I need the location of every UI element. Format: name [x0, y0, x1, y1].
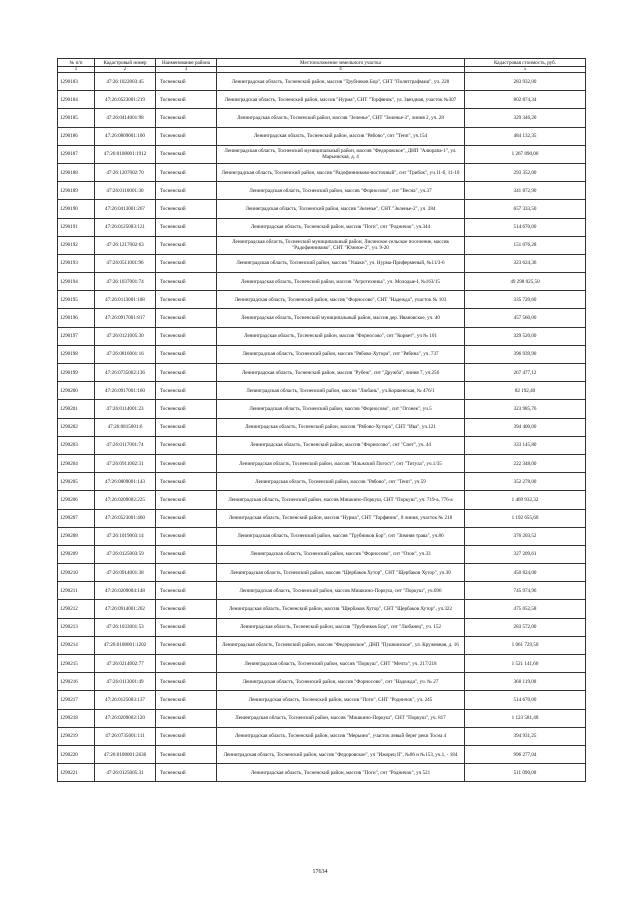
cadastral-number-cell: 47:26:1033001:53	[95, 618, 156, 636]
row-number-cell: 1290205	[58, 473, 95, 491]
district-cell: Тосненский	[156, 618, 217, 636]
cadastral-number-cell: 47:26:1037001:74	[95, 273, 156, 291]
table-row	[58, 127, 586, 145]
table-row	[58, 491, 586, 509]
location-cell: Ленинградская область, Тосненский район, массив "Рябово-Хутора", снт "Рябина", уч. 737	[217, 345, 465, 363]
location-cell: Ленинградская область, Тосненский район, массив "Рябово", снт "Тенп", уч.154	[217, 127, 465, 145]
district-cell: Тосненский	[156, 673, 217, 691]
table-row	[58, 600, 586, 618]
district-cell: Тосненский	[156, 764, 217, 782]
column-number: 4	[217, 67, 465, 73]
location-cell: Ленинградская область, Тосненский район, массив "Форносово", снт "Спет", уч. 44	[217, 436, 465, 454]
district-cell: Тосненский	[156, 127, 217, 145]
district-cell: Тосненский	[156, 436, 217, 454]
cadastral-number-cell: 47:26:0917001:817	[95, 309, 156, 327]
table-row	[58, 527, 586, 545]
row-number-cell: 1290216	[58, 673, 95, 691]
table-row	[58, 109, 586, 127]
cadastral-number-cell: 47:26:0117001:74	[95, 436, 156, 454]
cadastral-value-cell: 450 824,00	[465, 564, 586, 582]
cadastral-value-cell: 1 192 655,60	[465, 509, 586, 527]
table-row	[58, 200, 586, 218]
column-number: 2	[95, 67, 156, 73]
row-number-cell: 1290190	[58, 200, 95, 218]
cadastral-number-cell: 47:26:0914001:202	[95, 600, 156, 618]
cadastral-value-cell: 396 939,90	[465, 345, 586, 363]
location-cell: Ленинградская область, Тосненский муниципальный район, массив дер. Ивановское, уч. 40	[217, 309, 465, 327]
table-row	[58, 673, 586, 691]
district-cell: Тосненский	[156, 145, 217, 163]
cadastral-value-cell: 394 931,25	[465, 727, 586, 745]
cadastral-value-cell: 394 400,00	[465, 418, 586, 436]
cadastral-value-cell: 457 560,00	[465, 309, 586, 327]
cadastral-value-cell: 333 145,80	[465, 436, 586, 454]
cadastral-value-cell: 360 119,00	[465, 673, 586, 691]
district-cell: Тосненский	[156, 691, 217, 709]
row-number-cell: 1290185	[58, 109, 95, 127]
cadastral-value-cell: 1 267 890,00	[465, 145, 586, 163]
cadastral-value-cell: 293 352,00	[465, 163, 586, 181]
location-cell: Ленинградская область, Тосненский район, массив "Федоровское", ДНП "Пушкинское", ул. Кружевная, д. 16	[217, 636, 465, 654]
location-cell: Ленинградская область, Тосненский район, массив "Рябово-Хутора", СНТ "Ива", уч.121	[217, 418, 465, 436]
location-cell: Ленинградская область, Тосненский район, массив "Зеленье", СНТ "Зеленье-3", линия 2, уч. 28	[217, 109, 465, 127]
district-cell: Тосненский	[156, 655, 217, 673]
cadastral-value-cell: 49 298 025,50	[465, 273, 586, 291]
table-row	[58, 73, 586, 91]
header-cadastral-number: Кадастровый номер	[95, 59, 156, 67]
table-row	[58, 691, 586, 709]
cadastral-value-cell: 283 932,00	[465, 73, 586, 91]
row-number-cell: 1290204	[58, 454, 95, 472]
cadastral-value-cell: 329 346,20	[465, 109, 586, 127]
cadastral-value-cell: 341 872,90	[465, 182, 586, 200]
cadastral-number-cell: 47:26:1207002:70	[95, 163, 156, 181]
column-number: 5	[465, 67, 586, 73]
cadastral-number-cell: 47:26:0815001:6	[95, 418, 156, 436]
header-cadastral-value: Кадастровая стоимость, руб.	[465, 59, 586, 67]
district-cell: Тосненский	[156, 218, 217, 236]
table-row	[58, 163, 586, 181]
row-number-cell: 1290198	[58, 345, 95, 363]
location-cell: Ленинградская область, Тосненский район, массив "Поги", снт "Родничок", уч.344	[217, 218, 465, 236]
location-cell: Ленинградская область, Тосненский муниципальный район, Лисинское сельское поселение, массив "Радофинниково", СНТ "Южное-2", уч. 9-20	[217, 236, 465, 254]
location-cell: Ленинградская область, Тосненский район, массив "Щербаков Хутор", СНТ "Щербаков Хутор", уч.30	[217, 564, 465, 582]
row-number-cell: 1290189	[58, 182, 95, 200]
cadastral-value-cell: 323 985,76	[465, 400, 586, 418]
table-row	[58, 309, 586, 327]
cadastral-value-cell: 267 477,12	[465, 364, 586, 382]
location-cell: Ленинградская область, Тосненский район, массив "Рябово", снт "Тенп", уч.59	[217, 473, 465, 491]
location-cell: Ленинградская область, Тосненский район, массив "Нурма", СНТ "Торфяник", 8 линия, участок № 218	[217, 509, 465, 527]
cadastral-value-cell: 475 052,58	[465, 600, 586, 618]
district-cell: Тосненский	[156, 182, 217, 200]
location-cell: Ленинградская область, Тосненский район, массив "Любань", уч.Коршевская, № 476/1	[217, 382, 465, 400]
cadastral-number-cell: 47:26:0816001:16	[95, 345, 156, 363]
page-number: 17634	[312, 869, 328, 875]
district-cell: Тосненский	[156, 545, 217, 563]
row-number-cell: 1290200	[58, 382, 95, 400]
row-number-cell: 1290187	[58, 145, 95, 163]
header-number: № п/п	[58, 59, 95, 67]
row-number-cell: 1290214	[58, 636, 95, 654]
row-number-cell: 1290196	[58, 309, 95, 327]
district-cell: Тосненский	[156, 291, 217, 309]
district-cell: Тосненский	[156, 309, 217, 327]
cadastral-number-cell: 47:26:0523001:219	[95, 91, 156, 109]
location-cell: Ленинградская область, Тосненский муниципальный район, массив "Федоровское", ДНП "Алюрапа-1", ул. Марьинская, д. 4	[217, 145, 465, 163]
district-cell: Тосненский	[156, 582, 217, 600]
location-cell: Ленинградская область, Тосненский район, массив "Поги", снт "Родничок", уч 521	[217, 764, 465, 782]
location-cell: Ленинградская область, Тосненский район, массив "Ушаки", уч. Нурма-Приферменый, №11/3-6	[217, 254, 465, 272]
row-number-cell: 1290192	[58, 236, 95, 254]
location-cell: Ленинградская область, Тосненский район, массив "Мерьино", участок левый берег реки Тосна 4	[217, 727, 465, 745]
table-row	[58, 564, 586, 582]
location-cell: Ленинградская область, Тосненский район, массив "Трубников Бор", снт "Любанец", уч. 152	[217, 618, 465, 636]
table-row	[58, 273, 586, 291]
district-cell: Тосненский	[156, 527, 217, 545]
cadastral-value-cell: 1 061 729,50	[465, 636, 586, 654]
table-row	[58, 545, 586, 563]
cadastral-value-cell: 327 209,61	[465, 545, 586, 563]
cadastral-number-cell: 47:26:0523001:460	[95, 509, 156, 527]
land-value-table	[57, 58, 586, 782]
cadastral-number-cell: 47:26:0809001:143	[95, 473, 156, 491]
cadastral-number-cell: 47:26:0511001:96	[95, 254, 156, 272]
location-cell: Ленинградская область, Тосненский район, массив "Форносово", СНТ "Надежда", участок № 103	[217, 291, 465, 309]
table-row	[58, 327, 586, 345]
table-row	[58, 291, 586, 309]
cadastral-value-cell: 151 076,28	[465, 236, 586, 254]
district-cell: Тосненский	[156, 564, 217, 582]
location-cell: Ленинградская область, Тосненский район, массив "Форносово", снт "Огонек", уч.5	[217, 400, 465, 418]
cadastral-number-cell: 47:26:1217002:63	[95, 236, 156, 254]
row-number-cell: 1290218	[58, 709, 95, 727]
cadastral-number-cell: 47:26:0209004:148	[95, 582, 156, 600]
location-cell: Ленинградская область, Тосненский район, массив "Щербаков Хутор", СНТ "Щербаков Хутор", уч.322	[217, 600, 465, 618]
location-cell: Ленинградская область, Тосненский район, массив "Радофинниково-восточный", снт "Грибок", уч.11-б, 11-10	[217, 163, 465, 181]
cadastral-value-cell: 745 974,96	[465, 582, 586, 600]
district-cell: Тосненский	[156, 727, 217, 745]
cadastral-value-cell: 514 670,00	[465, 691, 586, 709]
table-row	[58, 418, 586, 436]
table-row	[58, 582, 586, 600]
cadastral-number-cell: 47:26:0209002:225	[95, 491, 156, 509]
table-row	[58, 636, 586, 654]
row-number-cell: 1290188	[58, 163, 95, 181]
table-row	[58, 436, 586, 454]
cadastral-number-cell: 47:26:0108001:1202	[95, 636, 156, 654]
district-cell: Тосненский	[156, 345, 217, 363]
cadastral-number-cell: 47:26:0110001:30	[95, 182, 156, 200]
cadastral-value-cell: 484 132,35	[465, 127, 586, 145]
district-cell: Тосненский	[156, 473, 217, 491]
cadastral-number-cell: 47:26:0735001:111	[95, 727, 156, 745]
table-row	[58, 236, 586, 254]
location-cell: Ленинградская область, Тосненский район, массив "Зеленье", СНТ "Зеленье-2", уч. 284	[217, 200, 465, 218]
cadastral-number-cell: 47:26:0914001:38	[95, 564, 156, 582]
row-number-cell: 1290221	[58, 764, 95, 782]
cadastral-value-cell: 82 192,40	[465, 382, 586, 400]
cadastral-number-cell: 47:26:0413001:267	[95, 200, 156, 218]
cadastral-value-cell: 511 090,00	[465, 764, 586, 782]
location-cell: Ленинградская область, Тосненский район, массив Мишкино-Поркуш, снт "Поркуш", уч.696	[217, 582, 465, 600]
cadastral-number-cell: 47:26:0113001:49	[95, 673, 156, 691]
row-number-cell: 1290220	[58, 745, 95, 763]
cadastral-value-cell: 1 469 932,32	[465, 491, 586, 509]
cadastral-number-cell: 47:26:0735002:136	[95, 364, 156, 382]
row-number-cell: 1290208	[58, 527, 95, 545]
row-number-cell: 1290201	[58, 400, 95, 418]
district-cell: Тосненский	[156, 636, 217, 654]
cadastral-value-cell: 1 521 141,60	[465, 655, 586, 673]
cadastral-value-cell: 514 670,00	[465, 218, 586, 236]
table-row	[58, 473, 586, 491]
row-number-cell: 1290211	[58, 582, 95, 600]
district-cell: Тосненский	[156, 327, 217, 345]
location-cell: Ленинградская область, Тосненский район, массив "Форносово", снт "Озон", уч.33	[217, 545, 465, 563]
cadastral-number-cell: 47:26:0113001:108	[95, 291, 156, 309]
cadastral-number-cell: 47:26:0911002:31	[95, 454, 156, 472]
district-cell: Тосненский	[156, 454, 217, 472]
cadastral-value-cell: 376 203,52	[465, 527, 586, 545]
location-cell: Ленинградская область, Тосненский район, массив "Форносово", снт "Корвет", уч № 101	[217, 327, 465, 345]
land-value-table-sheet	[57, 58, 585, 782]
header-district: Наименование района	[156, 59, 217, 67]
cadastral-number-cell: 47:26:0108001:1912	[95, 145, 156, 163]
table-row	[58, 727, 586, 745]
district-cell: Тосненский	[156, 418, 217, 436]
table-row	[58, 618, 586, 636]
cadastral-value-cell: 657 333,50	[465, 200, 586, 218]
row-number-cell: 1290194	[58, 273, 95, 291]
row-number-cell: 1290183	[58, 73, 95, 91]
district-cell: Тосненский	[156, 73, 217, 91]
row-number-cell: 1290202	[58, 418, 95, 436]
cadastral-value-cell: 323 624,36	[465, 254, 586, 272]
table-row	[58, 745, 586, 763]
row-number-cell: 1290195	[58, 291, 95, 309]
header-location: Местоположение земельного участка	[217, 59, 465, 67]
row-number-cell: 1290197	[58, 327, 95, 345]
table-body	[58, 73, 586, 782]
table-row	[58, 382, 586, 400]
district-cell: Тосненский	[156, 745, 217, 763]
table-row	[58, 764, 586, 782]
row-number-cell: 1290212	[58, 600, 95, 618]
location-cell: Ленинградская область, Тосненский район, массив "Форносово", снт "Надежда", уч. № 27	[217, 673, 465, 691]
table-row	[58, 400, 586, 418]
table-row	[58, 655, 586, 673]
district-cell: Тосненский	[156, 273, 217, 291]
cadastral-number-cell: 47:26:0209002:120	[95, 709, 156, 727]
row-number-cell: 1290199	[58, 364, 95, 382]
cadastral-value-cell: 996 277,04	[465, 745, 586, 763]
location-cell: Ленинградская область, Тосненский район, массив "Поги", СНТ "Родничок", уч. 245	[217, 691, 465, 709]
location-cell: Ленинградская область, Тосненский район, массив Мишкино-Поркуш, СНТ "Поркуш", уч. 719-а, 776-а	[217, 491, 465, 509]
location-cell: Ленинградская область, Тосненский район, массив "Федоровское", уч "Ижорец II", №86 и №153, уч.1, - 184	[217, 745, 465, 763]
district-cell: Тосненский	[156, 91, 217, 109]
cadastral-number-cell: 47:26:0125003:59	[95, 545, 156, 563]
cadastral-value-cell: 802 874,34	[465, 91, 586, 109]
district-cell: Тосненский	[156, 236, 217, 254]
row-number-cell: 1290215	[58, 655, 95, 673]
row-number-cell: 1290203	[58, 436, 95, 454]
cadastral-number-cell: 47:26:0125003:137	[95, 691, 156, 709]
table-row	[58, 364, 586, 382]
cadastral-value-cell: 1 123 581,48	[465, 709, 586, 727]
cadastral-value-cell: 352 278,00	[465, 473, 586, 491]
table-row	[58, 91, 586, 109]
row-number-cell: 1290184	[58, 91, 95, 109]
table-row	[58, 345, 586, 363]
table-row	[58, 709, 586, 727]
cadastral-value-cell: 329 520,00	[465, 327, 586, 345]
cadastral-number-cell: 47:26:0214002:77	[95, 655, 156, 673]
district-cell: Тосненский	[156, 491, 217, 509]
row-number-cell: 1290207	[58, 509, 95, 527]
row-number-cell: 1290209	[58, 545, 95, 563]
cadastral-number-cell: 47:26:1019003:14	[95, 527, 156, 545]
table-row	[58, 145, 586, 163]
row-number-cell: 1290186	[58, 127, 95, 145]
location-cell: Ленинградская область, Тосненский район, массив "Форносово", снт "Весна", уч.37	[217, 182, 465, 200]
location-cell: Ленинградская область, Тосненский район, массив "Ильжский Погост", снт "Титула", уч.1/35	[217, 454, 465, 472]
location-cell: Ленинградская область, Тосненский район, массив "Агротехника", уч. Молодые-I, №163/15	[217, 273, 465, 291]
cadastral-number-cell: 47:26:0125005:31	[95, 764, 156, 782]
column-number: 3	[156, 67, 217, 73]
table-row	[58, 182, 586, 200]
cadastral-number-cell: 47:26:0414001:98	[95, 109, 156, 127]
district-cell: Тосненский	[156, 509, 217, 527]
location-cell: Ленинградская область, Тосненский район, массив "Рубеж", снт "Дружба", линия 7, уч.256	[217, 364, 465, 382]
cadastral-number-cell: 47:26:0108001:2636	[95, 745, 156, 763]
district-cell: Тосненский	[156, 163, 217, 181]
table-row	[58, 218, 586, 236]
row-number-cell: 1290191	[58, 218, 95, 236]
row-number-cell: 1290219	[58, 727, 95, 745]
cadastral-number-cell: 47:26:0809001:100	[95, 127, 156, 145]
district-cell: Тосненский	[156, 400, 217, 418]
cadastral-value-cell: 222 348,00	[465, 454, 586, 472]
row-number-cell: 1290193	[58, 254, 95, 272]
row-number-cell: 1290206	[58, 491, 95, 509]
location-cell: Ленинградская область, Тосненский район, массив "Нурма", СНТ "Торфяник", ул. Звездная, участок №307	[217, 91, 465, 109]
location-cell: Ленинградская область, Тосненский район, массив "Мишкино-Поркуш", СНТ "Поркуш", уч. 817	[217, 709, 465, 727]
district-cell: Тосненский	[156, 109, 217, 127]
table-row	[58, 454, 586, 472]
row-number-cell: 1290217	[58, 691, 95, 709]
cadastral-number-cell: 47:26:0114001:23	[95, 400, 156, 418]
location-cell: Ленинградская область, Тосненский район, массив "Трубников Бор", снт "Зимняя трава", уч.86	[217, 527, 465, 545]
cadastral-value-cell: 335 720,60	[465, 291, 586, 309]
district-cell: Тосненский	[156, 364, 217, 382]
row-number-cell: 1290210	[58, 564, 95, 582]
district-cell: Тосненский	[156, 200, 217, 218]
cadastral-number-cell: 47:26:0121005:30	[95, 327, 156, 345]
district-cell: Тосненский	[156, 709, 217, 727]
district-cell: Тосненский	[156, 600, 217, 618]
location-cell: Ленинградская область, Тосненский район, массив "Трубников Бор", СНТ "Политграфмаш", уч. 228	[217, 73, 465, 91]
table-header-row	[58, 59, 586, 67]
district-cell: Тосненский	[156, 254, 217, 272]
table-row	[58, 509, 586, 527]
cadastral-number-cell: 47:26:0125003:121	[95, 218, 156, 236]
column-number: 1	[58, 67, 95, 73]
table-row	[58, 254, 586, 272]
cadastral-number-cell: 47:26:0917001:160	[95, 382, 156, 400]
location-cell: Ленинградская область, Тосненский район, массив "Поркуш", СНТ "Мечта", уч. 217/218	[217, 655, 465, 673]
district-cell: Тосненский	[156, 382, 217, 400]
cadastral-value-cell: 283 572,00	[465, 618, 586, 636]
row-number-cell: 1290213	[58, 618, 95, 636]
cadastral-number-cell: 47:26:1022003:45	[95, 73, 156, 91]
